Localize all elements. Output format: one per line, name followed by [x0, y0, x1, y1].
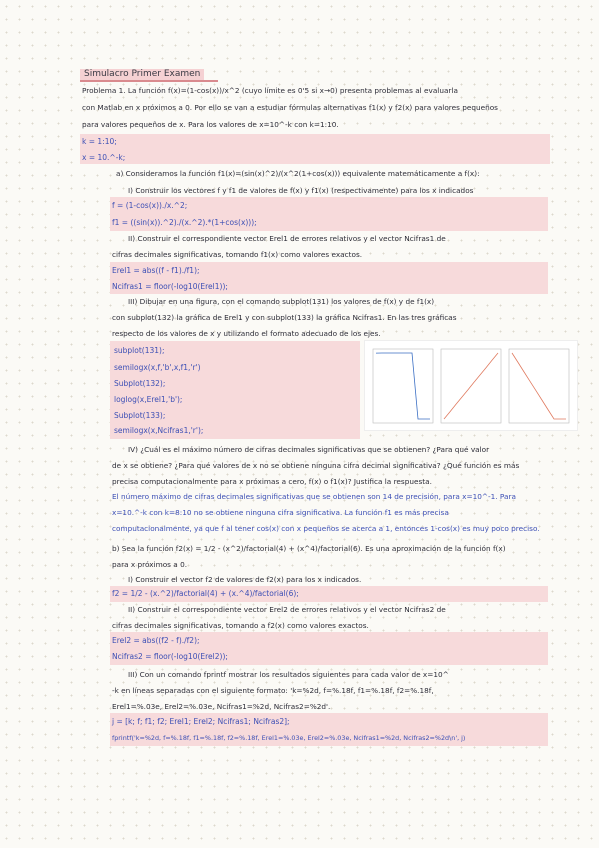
code-line: Erel1 = abs((f - f1)./f1);	[112, 266, 200, 275]
code-line: f2 = 1/2 - (x.^2)/factorial(4) + (x.^4)/factorial(6);	[112, 589, 299, 598]
text-line: b) Sea la función f2(x) = 1/2 - (x^2)/factorial(4) + (x^4)/factorial(6). Es una aproximación de la función f(x)	[112, 544, 506, 553]
code-line: semilogx(x,f,'b',x,f1,'r')	[114, 363, 201, 372]
subplot-axes	[373, 349, 433, 423]
code-line: Ncifras1 = floor(-log10(Erel1));	[112, 282, 228, 291]
text-line: de x se obtiene? ¿Para qué valores de x no se obtiene ninguna cifra decimal significativa? ¿Qué función es más	[112, 461, 520, 470]
code-line: subplot(131);	[114, 346, 165, 355]
text-line: respecto de los valores de x y utilizando el formato adecuado de los ejes.	[112, 329, 381, 338]
code-line: loglog(x,Erel1,'b');	[114, 395, 183, 404]
text-line: II) Construir el correspondiente vector Erel1 de errores relativos y el vector Ncifras1 de	[128, 234, 446, 243]
text-line: precisa computacionalmente para x próximas a cero, f(x) o f1(x)? Justifica la respuesta.	[112, 477, 432, 486]
code-line: k = 1:10;	[82, 137, 117, 146]
text-line: III) Con un comando fprintf mostrar los resultados siguientes para cada valor de x=10^	[128, 670, 449, 679]
code-line: semilogx(x,Ncifras1,'r');	[114, 426, 204, 435]
subplot-axes	[509, 349, 569, 423]
code-line: Erel2 = abs((f2 - f)./f2);	[112, 636, 200, 645]
subplot-series-line	[444, 353, 498, 419]
answer-line: x=10.^-k con k=8:10 no se obtiene ninguna cifra significativa. La función f1 es más precisa	[112, 508, 449, 517]
text-line: con subplot(132) la gráfica de Erel1 y con subplot(133) la gráfica Ncifras1. En las tres gráficas	[112, 313, 457, 322]
answer-line: El número máximo de cifras decimales significativas que se obtienen son 14 de precisión, para x=10^-1. Para	[112, 492, 516, 501]
answer-line: computacionalmente, ya que f al tener cos(x) con x pequeños se acerca a 1, entonces 1-cos(x) es muy poco preciso.	[112, 524, 540, 533]
text-line: a) Consideramos la función f1(x)=(sin(x)^2)/(x^2(1+cos(x))) equivalente matemáticamente a f(x):	[116, 169, 480, 178]
subplots-figure	[365, 341, 577, 430]
text-line: para valores pequeños de x. Para los valores de x=10^-k con k=1:10.	[82, 120, 339, 129]
text-line: I) Construir los vectores f y f1 de valores de f(x) y f1(x) (respectivamente) para los x indicados	[128, 186, 474, 195]
code-line: f = (1-cos(x))./x.^2;	[112, 201, 188, 210]
text-line: IV) ¿Cuál es el máximo número de cifras decimales significativas que se obtienen? ¿Para qué valor	[128, 445, 490, 454]
text-line: III) Dibujar en una figura, con el comando subplot(131) los valores de f(x) y de f1(x)	[128, 297, 435, 306]
text-line: -k en líneas separadas con el siguiente formato: 'k=%2d, f=%.18f, f1=%.18f, f2=%.18f,	[112, 686, 434, 695]
text-line: con Matlab en x próximos a 0. Por ello se van a estudiar fórmulas alternativas f1(x) y f2(x) para valores pequeños	[82, 103, 498, 112]
text-line: cifras decimales significativas, tomando a f2(x) como valores exactos.	[112, 621, 369, 630]
text-line: para x próximos a 0.	[112, 560, 188, 569]
subplot-series-line	[376, 353, 430, 419]
code-highlight	[80, 134, 550, 164]
code-line: j = [k; f; f1; f2; Erel1; Erel2; Ncifras1; Ncifras2];	[112, 717, 290, 726]
text-line: Erel1=%.03e, Erel2=%.03e, Ncifras1=%2d, Ncifras2=%2d'.	[112, 702, 331, 711]
title-underline	[80, 80, 218, 82]
text-line: Problema 1. La función f(x)=(1-cos(x))/x^2 (cuyo límite es 0'5 si x→0) presenta problemas al evaluarla	[82, 86, 458, 95]
text-line: II) Construir el correspondiente vector Erel2 de errores relativos y el vector Ncifras2 de	[128, 605, 446, 614]
code-line: x = 10.^-k;	[82, 153, 126, 162]
text-line: I) Construir el vector f2 de valores de f2(x) para los x indicados.	[128, 575, 362, 584]
code-line: fprintf('k=%2d, f=%.18f, f1=%.18f, f2=%.18f, Erel1=%.03e, Erel2=%.03e, Ncifras1=%2d, Ncifras2=%2d\n', j)	[112, 734, 466, 742]
code-line: Ncifras2 = floor(-log10(Erel2));	[112, 652, 228, 661]
code-line: f1 = ((sin(x)).^2)./(x.^2).*(1+cos(x)));	[112, 218, 257, 227]
code-line: Subplot(133);	[114, 411, 166, 420]
subplot-series-line	[512, 353, 566, 419]
page-title: Simulacro Primer Examen	[80, 69, 204, 80]
text-line: cifras decimales significativas, tomando f1(x) como valores exactos.	[112, 250, 363, 259]
code-line: Subplot(132);	[114, 379, 166, 388]
figure-thumbnail	[364, 340, 578, 431]
